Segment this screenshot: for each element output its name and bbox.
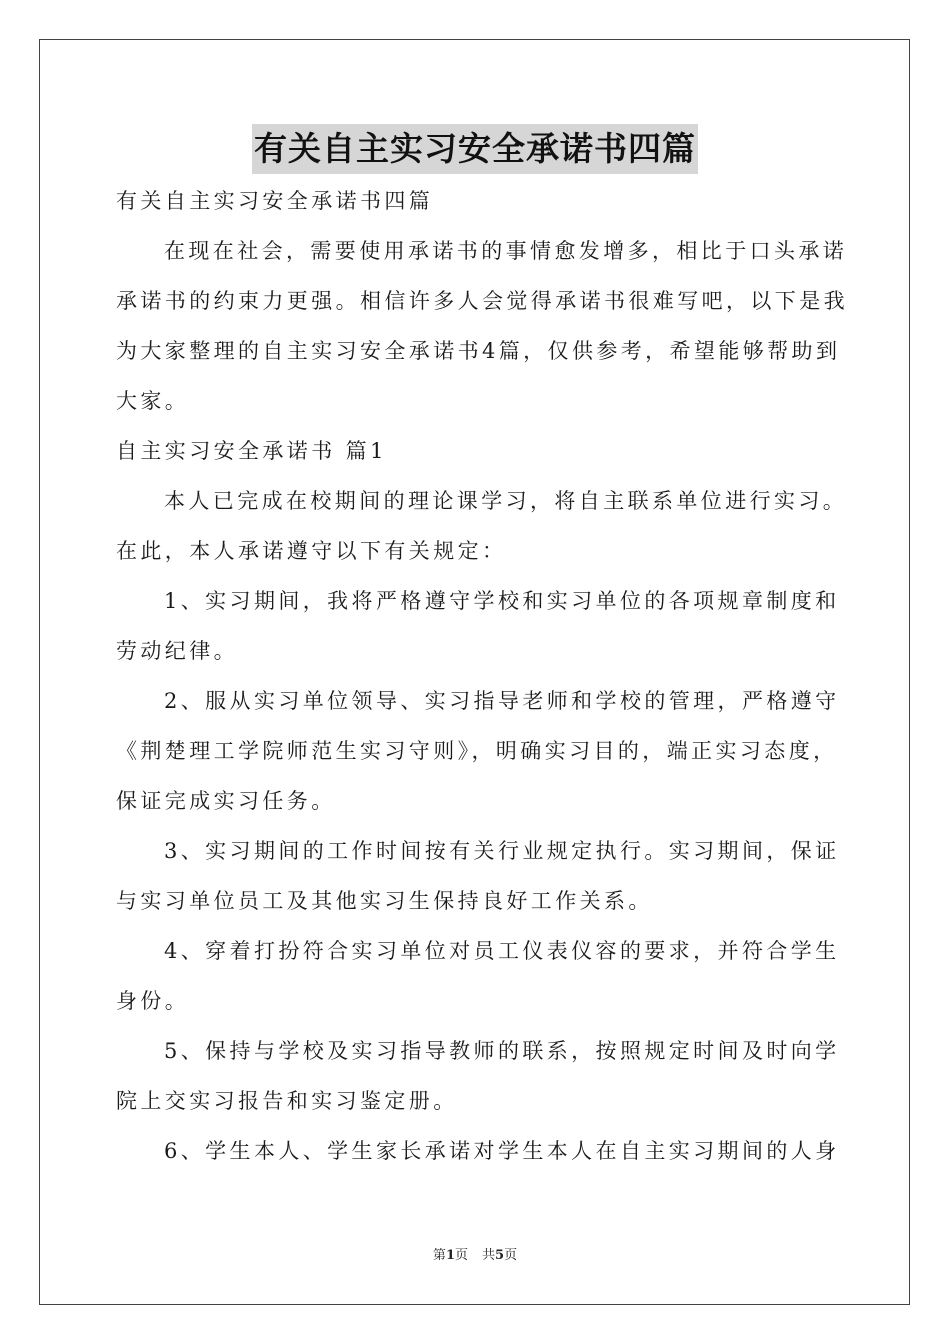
text-line: 5、保持与学校及实习指导教师的联系，按照规定时间及时向学 <box>164 1039 840 1063</box>
text-line: 自主实习安全承诺书 篇1 <box>116 439 387 463</box>
text-line: 6、学生本人、学生家长承诺对学生本人在自主实习期间的人身 <box>164 1139 840 1163</box>
text-line: 本人已完成在校期间的理论课学习，将自主联系单位进行实习。 <box>164 489 848 513</box>
page-number-prefix: 第 <box>432 1248 446 1263</box>
text-line: 《荆楚理工学院师范生实习守则》，明确实习目的，端正实习态度， <box>116 739 838 763</box>
text-line: 4、穿着打扮符合实习单位对员工仪表仪容的要求，并符合学生 <box>164 939 840 963</box>
text-line: 3、实习期间的工作时间按有关行业规定执行。实习期间，保证 <box>164 839 840 863</box>
text-line: 有关自主实习安全承诺书四篇 <box>116 189 434 213</box>
page-total-count: 5 <box>495 1248 505 1263</box>
text-line: 承诺书的约束力更强。相信许多人会觉得承诺书很难写吧，以下是我 <box>116 289 848 313</box>
text-line: 1、实习期间，我将严格遵守学校和实习单位的各项规章制度和 <box>164 589 840 613</box>
text-line: 大家。 <box>116 389 190 413</box>
page-number-suffix: 页 <box>454 1248 468 1263</box>
document-title: 有关自主实习安全承诺书四篇 <box>252 124 698 174</box>
page-footer <box>0 1244 950 1263</box>
page-number-current: 1 <box>445 1248 455 1263</box>
text-line: 身份。 <box>116 989 190 1013</box>
document-body <box>116 176 848 1176</box>
text-line: 为大家整理的自主实习安全承诺书4篇，仅供参考，希望能够帮助到 <box>116 339 841 363</box>
page-total-prefix: 共 <box>482 1248 496 1263</box>
text-line: 保证完成实习任务。 <box>116 789 336 813</box>
title-wrap <box>0 124 950 174</box>
text-line: 劳动纪律。 <box>116 639 238 663</box>
text-line: 院上交实习报告和实习鉴定册。 <box>116 1089 458 1113</box>
page-total-suffix: 页 <box>504 1248 518 1263</box>
text-line: 与实习单位员工及其他实习生保持良好工作关系。 <box>116 889 653 913</box>
text-line: 2、服从实习单位领导、实习指导老师和学校的管理，严格遵守 <box>164 689 840 713</box>
text-line: 在此，本人承诺遵守以下有关规定： <box>116 539 507 563</box>
text-line: 在现在社会，需要使用承诺书的事情愈发增多，相比于口头承诺 <box>164 239 848 263</box>
